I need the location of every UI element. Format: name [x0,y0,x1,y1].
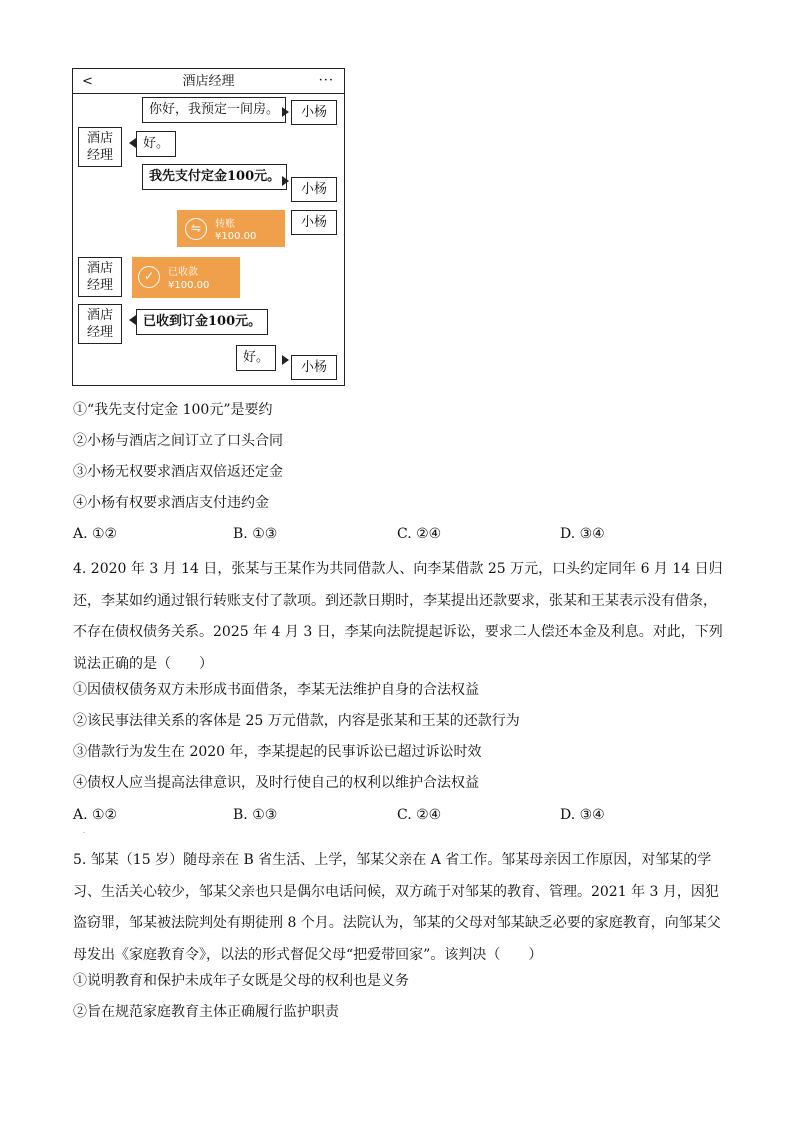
message-bubble: 好。 [136,131,176,157]
statement: ③借款行为发生在 2020 年，李某提起的民事诉讼已超过诉讼时效 [73,744,482,760]
question-stem: 5. 邹某（15 岁）随母亲在 B 省生活、上学，邹某父亲在 A 省工作。邹某母亲因工作原因，对邹某的学习、生活关心较少，邹某父亲也只是偶尔电话问候，双方疏于对邹某的教育、管理。2021 年 3 月，因犯盗窃罪，邹某被法院判处有期徒刑 8 个月。法院认为，邹某的父母对邹某缺乏必要的家庭教育，向邹某父母发出《家庭教育令》，以法的形式督促父母“把爱带回家”。该判决（ ） [73,852,721,963]
back-icon[interactable]: < [82,74,93,89]
check-icon: ✓ [138,266,160,288]
bubble-tail [129,138,136,148]
option-b[interactable]: B. ①③ [233,807,278,823]
received-label: 已收款 [168,267,198,278]
message-bubble: 好。 [236,345,276,371]
transfer-card[interactable] [177,210,285,247]
transfer-label: 转账 [215,219,235,230]
option-c[interactable]: C. ②④ [397,526,442,542]
bubble-tail [282,107,289,117]
received-amount: ¥100.00 [168,280,210,291]
chat-title: 酒店经理 [182,74,235,89]
received-card[interactable] [132,257,240,298]
customer-avatar: 小杨 [291,210,337,235]
transfer-icon: ⇋ [185,218,207,240]
statement: ②旨在规范家庭教育主体正确履行监护职责 [73,1004,339,1020]
bubble-tail [282,176,289,186]
answer-options [73,524,733,544]
chat-header [73,69,344,94]
question-stem: 4. 2020 年 3 月 14 日，张某与王某作为共同借款人、向李某借款 25 万元，口头约定同年 6 月 14 日归还，李某如约通过银行转账支付了款项。到还款日期时，李某提出还款要求，张某和王某表示没有借条，不存在债权债务关系。2025 年 4 月 3 日，李某向法院提起诉讼，要求二人偿还本金及利息。对此，下列说法正确的是（ ） [73,561,723,672]
manager-avatar: 酒店经理 [78,304,122,344]
option-d[interactable]: D. ③④ [560,526,605,542]
option-c[interactable]: C. ②④ [397,807,442,823]
statement: ①说明教育和保护未成年子女既是父母的权利也是义务 [73,973,409,989]
statement: ①“我先支付定金 100元”是要约 [73,402,273,418]
message-bubble: 已收到订金100元。 [136,309,268,335]
option-d[interactable]: D. ③④ [560,807,605,823]
bubble-tail [129,315,136,325]
manager-avatar: 酒店经理 [78,127,122,167]
message-bubble: 我先支付定金100元。 [142,164,287,190]
manager-avatar: 酒店经理 [78,257,122,297]
customer-avatar: 小杨 [291,177,337,202]
statement: ②小杨与酒店之间订立了口头合同 [73,433,283,449]
transfer-amount: ¥100.00 [215,231,257,242]
statement: ①因债权债务双方未形成书面借条，李某无法维护自身的合法权益 [73,682,479,698]
customer-avatar: 小杨 [291,355,337,380]
statement: ④债权人应当提高法律意识，及时行使自己的权利以维护合法权益 [73,775,479,791]
bubble-tail [282,355,289,365]
customer-avatar: 小杨 [291,100,337,125]
statement: ②该民事法律关系的客体是 25 万元借款，内容是张某和王某的还款行为 [73,713,520,729]
answer-options [73,805,733,825]
statement: ③小杨无权要求酒店双倍返还定金 [73,464,283,480]
statement: ④小杨有权要求酒店支付违约金 [73,495,269,511]
stray-mark: . [83,828,85,835]
option-a[interactable]: A. ①② [73,807,118,823]
option-b[interactable]: B. ①③ [233,526,278,542]
option-a[interactable]: A. ①② [73,526,118,542]
message-bubble: 你好，我预定一间房。 [142,97,286,123]
chat-screenshot [72,68,345,386]
more-icon[interactable]: ··· [318,73,334,88]
